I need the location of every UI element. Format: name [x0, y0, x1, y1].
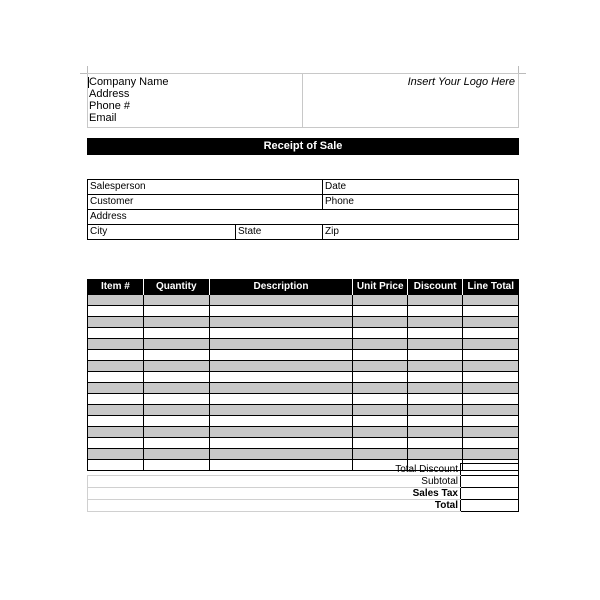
line-total-cell[interactable] [463, 438, 519, 449]
crop-mark-tr-h [519, 73, 526, 74]
discount-cell[interactable] [408, 383, 463, 394]
info-row [88, 180, 519, 195]
table-row [88, 383, 519, 394]
unit-price-cell[interactable] [353, 394, 408, 405]
item-number-cell[interactable] [88, 449, 144, 460]
discount-cell[interactable] [408, 416, 463, 427]
line-total-cell[interactable] [463, 394, 519, 405]
col-description: Description [209, 279, 353, 295]
items-body [88, 295, 519, 471]
table-row [88, 427, 519, 438]
table-row [88, 328, 519, 339]
unit-price-cell[interactable] [353, 306, 408, 317]
customer-field[interactable]: Customer [88, 195, 323, 210]
quantity-cell[interactable] [143, 339, 209, 350]
table-row [88, 372, 519, 383]
sales-tax-label: Sales Tax [88, 487, 461, 499]
quantity-cell[interactable] [143, 383, 209, 394]
zip-field[interactable]: Zip [323, 225, 519, 240]
line-total-cell[interactable] [463, 361, 519, 372]
discount-cell[interactable] [408, 317, 463, 328]
quantity-cell[interactable] [143, 405, 209, 416]
line-total-cell[interactable] [463, 306, 519, 317]
city-field[interactable]: City [88, 225, 236, 240]
sales-tax-value[interactable] [461, 487, 519, 499]
description-cell[interactable] [209, 361, 353, 372]
table-row [88, 317, 519, 328]
unit-price-cell[interactable] [353, 295, 408, 306]
item-number-cell[interactable] [88, 295, 144, 306]
description-cell[interactable] [209, 394, 353, 405]
item-number-cell[interactable] [88, 427, 144, 438]
description-cell[interactable] [209, 405, 353, 416]
discount-cell[interactable] [408, 372, 463, 383]
line-total-cell[interactable] [463, 372, 519, 383]
receipt-title: Receipt of Sale [87, 138, 519, 155]
line-total-cell[interactable] [463, 328, 519, 339]
table-row [88, 394, 519, 405]
description-cell[interactable] [209, 449, 353, 460]
unit-price-cell[interactable] [353, 438, 408, 449]
description-cell[interactable] [209, 416, 353, 427]
info-row [88, 225, 519, 240]
discount-cell[interactable] [408, 427, 463, 438]
line-total-cell[interactable] [463, 339, 519, 350]
quantity-cell[interactable] [143, 449, 209, 460]
crop-mark-tl-v [87, 66, 88, 73]
table-row [88, 361, 519, 372]
company-info[interactable] [89, 76, 168, 124]
discount-cell[interactable] [408, 361, 463, 372]
line-total-cell[interactable] [463, 427, 519, 438]
description-cell[interactable] [209, 427, 353, 438]
unit-price-cell[interactable] [353, 405, 408, 416]
unit-price-cell[interactable] [353, 328, 408, 339]
table-row [88, 416, 519, 427]
table-row [88, 405, 519, 416]
salesperson-field[interactable]: Salesperson [88, 180, 323, 195]
company-email: Email [89, 112, 117, 124]
line-total-cell[interactable] [463, 383, 519, 394]
items-header-row [88, 279, 519, 295]
description-cell[interactable] [209, 306, 353, 317]
subtotal-label: Subtotal [88, 475, 461, 487]
crop-mark-tr-v [518, 66, 519, 73]
quantity-cell[interactable] [143, 427, 209, 438]
description-cell[interactable] [209, 383, 353, 394]
unit-price-cell[interactable] [353, 339, 408, 350]
unit-price-cell[interactable] [353, 350, 408, 361]
crop-mark-tl-h [80, 73, 87, 74]
state-field[interactable]: State [236, 225, 323, 240]
discount-cell[interactable] [408, 394, 463, 405]
item-number-cell[interactable] [88, 350, 144, 361]
total-discount-row [88, 464, 519, 476]
quantity-cell[interactable] [143, 306, 209, 317]
subtotal-row [88, 475, 519, 487]
total-discount-label: Total Discount [88, 464, 461, 476]
description-cell[interactable] [209, 438, 353, 449]
discount-cell[interactable] [408, 405, 463, 416]
quantity-cell[interactable] [143, 328, 209, 339]
total-value[interactable] [461, 499, 519, 511]
phone-field[interactable]: Phone [323, 195, 519, 210]
unit-price-cell[interactable] [353, 449, 408, 460]
logo-placeholder[interactable]: Insert Your Logo Here [407, 76, 515, 88]
description-cell[interactable] [209, 350, 353, 361]
item-number-cell[interactable] [88, 416, 144, 427]
total-label: Total [88, 499, 461, 511]
table-row [88, 438, 519, 449]
item-number-cell[interactable] [88, 317, 144, 328]
item-number-cell[interactable] [88, 405, 144, 416]
unit-price-cell[interactable] [353, 383, 408, 394]
item-number-cell[interactable] [88, 383, 144, 394]
col-unit-price: Unit Price [353, 279, 408, 295]
quantity-cell[interactable] [143, 372, 209, 383]
col-line-total: Line Total [463, 279, 519, 295]
total-discount-value[interactable] [461, 464, 519, 476]
discount-cell[interactable] [408, 306, 463, 317]
quantity-cell[interactable] [143, 350, 209, 361]
info-row [88, 210, 519, 225]
table-row [88, 295, 519, 306]
discount-cell[interactable] [408, 350, 463, 361]
quantity-cell[interactable] [143, 295, 209, 306]
description-cell[interactable] [209, 295, 353, 306]
item-number-cell[interactable] [88, 394, 144, 405]
description-cell[interactable] [209, 372, 353, 383]
line-total-cell[interactable] [463, 405, 519, 416]
line-items-table [87, 279, 519, 471]
unit-price-cell[interactable] [353, 361, 408, 372]
address-field[interactable]: Address [88, 210, 519, 225]
line-total-cell[interactable] [463, 350, 519, 361]
item-number-cell[interactable] [88, 438, 144, 449]
date-field[interactable]: Date [323, 180, 519, 195]
quantity-cell[interactable] [143, 416, 209, 427]
unit-price-cell[interactable] [353, 427, 408, 438]
sales-tax-row [88, 487, 519, 499]
item-number-cell[interactable] [88, 372, 144, 383]
quantity-cell[interactable] [143, 438, 209, 449]
line-total-cell[interactable] [463, 416, 519, 427]
table-row [88, 449, 519, 460]
item-number-cell[interactable] [88, 361, 144, 372]
table-row [88, 339, 519, 350]
unit-price-cell[interactable] [353, 416, 408, 427]
col-item-number: Item # [88, 279, 144, 295]
discount-cell[interactable] [408, 328, 463, 339]
totals-table [87, 463, 519, 512]
description-cell[interactable] [209, 339, 353, 350]
company-name: Company Name [89, 76, 169, 88]
line-total-cell[interactable] [463, 317, 519, 328]
line-total-cell[interactable] [463, 295, 519, 306]
header-right-edge [518, 74, 519, 127]
company-phone: Phone # [89, 100, 130, 112]
unit-price-cell[interactable] [353, 317, 408, 328]
customer-info-table [87, 179, 519, 240]
receipt-header [87, 73, 519, 128]
discount-cell[interactable] [408, 339, 463, 350]
table-row [88, 350, 519, 361]
table-row [88, 306, 519, 317]
item-number-cell[interactable] [88, 328, 144, 339]
col-discount: Discount [408, 279, 463, 295]
unit-price-cell[interactable] [353, 372, 408, 383]
description-cell[interactable] [209, 328, 353, 339]
discount-cell[interactable] [408, 438, 463, 449]
company-address: Address [89, 88, 130, 100]
item-number-cell[interactable] [88, 306, 144, 317]
subtotal-value[interactable] [461, 475, 519, 487]
item-number-cell[interactable] [88, 339, 144, 350]
line-total-cell[interactable] [463, 449, 519, 460]
quantity-cell[interactable] [143, 317, 209, 328]
col-quantity: Quantity [143, 279, 209, 295]
discount-cell[interactable] [408, 449, 463, 460]
quantity-cell[interactable] [143, 394, 209, 405]
header-divider [302, 74, 303, 127]
description-cell[interactable] [209, 317, 353, 328]
quantity-cell[interactable] [143, 361, 209, 372]
discount-cell[interactable] [408, 295, 463, 306]
total-row [88, 499, 519, 511]
info-row [88, 195, 519, 210]
